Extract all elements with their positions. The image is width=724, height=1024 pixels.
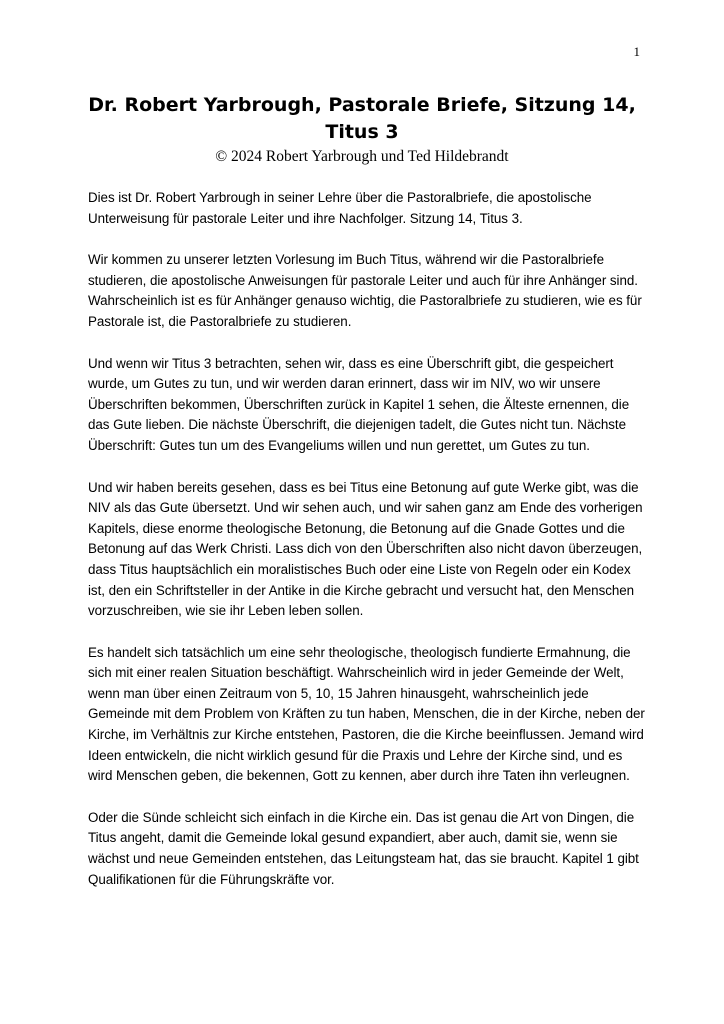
page-number: 1	[633, 44, 640, 59]
copyright-line: © 2024 Robert Yarbrough und Ted Hildebrandt	[215, 148, 509, 165]
paragraph: Und wir haben bereits gesehen, dass es bei Titus eine Betonung auf gute Werke gibt, was die NIV als das Gute übersetzt. Und wir sehen auch, und wir sahen ganz am Ende des vorherigen Kapitels, diese enorme theologische Betonung, die Betonung auf die Gnade Gottes und die Betonung auf das Werk Christi. Lass dich von den Überschriften also nicht davon überzeugen, dass Titus hauptsächlich ein moralistisches Buch oder eine Liste von Regeln oder ein Kodex ist, den ein Schriftsteller in der Antike in die Kirche gebracht und versucht hat, den Menschen vorzuschreiben, wie sie ihr Leben leben sollen.	[88, 479, 643, 619]
paragraph: Es handelt sich tatsächlich um eine sehr theologische, theologisch fundierte Ermahnung, die sich mit einer realen Situation beschäftigt. Wahrscheinlich wird in jeder Gemeinde der Welt, wenn man über einen Zeitraum von 5, 10, 15 Jahren hinausgeht, wahrscheinlich jede Gemeinde mit dem Problem von Kräften zu tun haben, Menschen, die in der Kirche, neben der Kirche, im Verhältnis zur Kirche entstehen, Pastoren, die die Kirche beeinflussen. Jemand wird Ideen entwickeln, die nicht wirklich gesund für die Praxis und Lehre der Kirche sind, und es wird Menschen geben, die bekennen, Gott zu kennen, aber durch ihre Taten ihn verleugnen.	[88, 644, 645, 784]
document-title: Dr. Robert Yarbrough, Pastorale Briefe, Sitzung 14, Titus 3	[88, 94, 636, 143]
document-body	[88, 188, 648, 911]
paragraph: Oder die Sünde schleicht sich einfach in die Kirche ein. Das ist genau die Art von Dingen, die Titus angeht, damit die Gemeinde lokal gesund expandiert, aber auch, damit sie, wenn sie wächst und neue Gemeinden entstehen, das Leitungsteam hat, das sie braucht. Kapitel 1 gibt Qualifikationen für die Führungskräfte vor.	[88, 809, 639, 887]
paragraph-intro: Dies ist Dr. Robert Yarbrough in seiner Lehre über die Pastoralbriefe, die apostolische Unterweisung für pastorale Leiter und ihre Nachfolger. Sitzung 14, Titus 3.	[88, 190, 592, 226]
paragraph: Wir kommen zu unserer letzten Vorlesung im Buch Titus, während wir die Pastoralbriefe studieren, die apostolische Anweisungen für pastorale Leiter und auch für ihre Anhänger sind. Wahrscheinlich ist es für Anhänger genauso wichtig, die Pastoralbriefe zu studieren, wie es für Pastorale ist, die Pastoralbriefe zu studieren.	[88, 252, 642, 329]
paragraph: Und wenn wir Titus 3 betrachten, sehen wir, dass es eine Überschrift gibt, die gespeichert wurde, um Gutes zu tun, und wir werden daran erinnert, dass wir im NIV, wo wir unsere Überschriften bekommen, Überschriften zurück in Kapitel 1 sehen, die Älteste ernennen, die das Gute lieben. Die nächste Überschrift, die diejenigen tadelt, die Gutes nicht tun. Nächste Überschrift: Gutes tun um des Evangeliums willen und nun gerettet, um Gutes zu tun.	[88, 355, 630, 453]
